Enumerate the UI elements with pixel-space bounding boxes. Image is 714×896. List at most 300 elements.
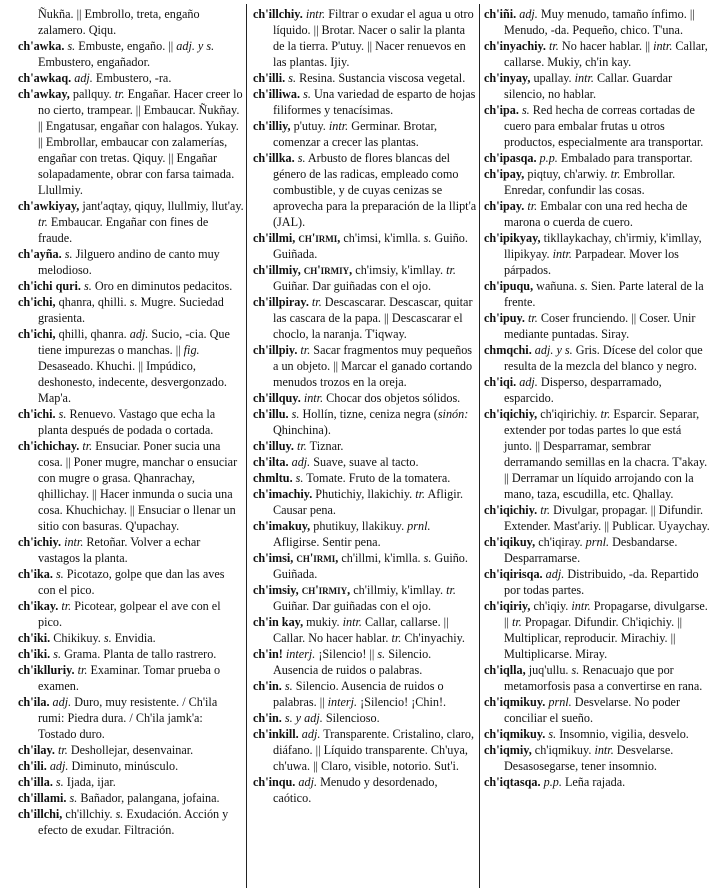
entry-text: ch'iqiy. [530,599,572,613]
entry-headword: ch'ipuy. [484,311,525,325]
entry-text: Desvelarse. Desasosegarse, tener insomnio. [504,743,674,773]
entry-headword: ch'in. [253,679,282,693]
entry-headword: ch'ichi. [18,407,56,421]
entry-headword: ch'ipasqa. [484,151,537,165]
entry-headword: ch'iqi. [484,375,517,389]
entry-grammar-label: prnl. [585,535,610,549]
dictionary-entry [484,278,710,310]
entry-text: Propagar. Difundir. Ch'iqichiy. || Multiplicar, reproducir. Mirachiy. || Multiplicarse. Miray. [504,615,683,661]
entry-grammar-label: s. [284,679,293,693]
entry-grammar-label: s. [53,647,62,661]
entry-text: Esparcir. Separar, extender por todas partes lo que está junto. || Desparramar, sembrar derramando semillas en la chacra. T'akay. || Derramar un líquido arrojando con la mano, taza, escudilla, etc. Qhallay. [504,407,708,501]
entry-text: Germinar. Brotar, comenzar a crecer las plantas. [273,119,438,149]
dictionary-entry [18,406,244,438]
dictionary-entry [253,118,477,150]
entry-headword: ch'imsiy, [253,583,299,597]
dictionary-entry [484,598,710,662]
entry-grammar-label: s. [288,71,297,85]
dictionary-entry [253,70,477,86]
entry-headword: ch'illpiray. [253,295,309,309]
entry-text: Qhinchina). [273,423,331,437]
entry-text: Jilguero andino de canto muy melodioso. [38,247,220,277]
entry-text: Desaseado. Khuchi. || Impúdico, deshonesto, indecente, desvergonzado. Map'a. [38,359,227,405]
entry-text: Tomate. Fruto de la tomatera. [303,471,451,485]
entry-headword: ch'irmiy, [301,583,351,597]
entry-grammar-label: intr. [64,535,84,549]
entry-headword: ch'in! [253,647,283,661]
entry-text: Tiznar. [306,439,344,453]
entry-headword: ch'awkay, [18,87,70,101]
dictionary-entry [18,326,244,406]
entry-grammar-label: s. [291,407,300,421]
entry-headword: ch'iki. [18,647,51,661]
entry-grammar-label: adj. [129,327,149,341]
dictionary-entry [484,534,710,566]
entry-grammar-label: p.p. [543,775,562,789]
entry-grammar-label: intr. [574,71,594,85]
entry-grammar-label: s. [55,775,64,789]
entry-text: Oro en diminutos pedacitos. [91,279,233,293]
entry-text: Coser frunciendo. || Coser. Unir mediante puntadas. Siray. [504,311,696,341]
dictionary-entry [484,310,710,342]
dictionary-entry [253,470,477,486]
entry-text: ch'illmi, k'imlla. [338,551,424,565]
entry-headword: ch'in kay, [253,615,304,629]
dictionary-entry [484,70,710,102]
entry-headword: ch'iqlla, [484,663,526,677]
entry-text: Renacuajo que por metamorfosis pasa a convertirse en rana. [504,663,703,693]
entry-headword: ch'irmi, [298,231,341,245]
entry-text: Distribuido, -da. Repartido por todas partes. [504,567,699,597]
entry-text: Embustero, -ra. [92,71,172,85]
dictionary-entry [18,806,244,838]
entry-text: qhanra, qhilli. [55,295,130,309]
entry-headword: ch'irmiy, [303,263,353,277]
entry-headword: ch'ika. [18,567,53,581]
entry-headword: ch'illi. [253,71,286,85]
entry-text: Hollín, tizne, ceniza negra ( [299,407,438,421]
entry-grammar-label: intr. [303,391,324,405]
entry-text: Filtrar o exudar el agua u otro líquido. || Brotar. Nacer o salir la planta de la tierra. P'utuy. || Nacer renuevos en las plantas. Ijiy. [273,7,474,69]
entry-grammar-label: s. [297,151,306,165]
entry-text: No hacer hablar. || [558,39,654,53]
entry-headword: ch'awka. [18,39,65,53]
column-1 [18,6,244,838]
dictionary-entry [253,86,477,118]
dictionary-entry [484,166,710,198]
entry-text: Guiñar. Dar guiñadas con el ojo. [273,279,432,293]
entry-text: Retoñar. Volver a echar vastagos la planta. [38,535,201,565]
entry-text: p'utuy. [290,119,329,133]
entry-grammar-label: tr. [38,215,48,229]
entry-text: Silencio. Ausencia de ruidos o palabras. || [273,679,444,709]
entry-text: Grama. Planta de tallo rastrero. [61,647,217,661]
entry-headword: ch'ikay. [18,599,59,613]
entry-grammar-label: tr. [300,343,311,357]
entry-text: Picotear, golpear el ave con el pico. [38,599,221,629]
dictionary-entry [253,406,477,438]
entry-headword: ch'ipay, [484,167,525,181]
entry-grammar-label: tr. [540,503,551,517]
entry-grammar-label: s. [84,279,92,293]
column-3 [484,6,710,790]
entry-text: phutikuy, llakikuy. [310,519,408,533]
entry-headword: ch'irmi, [296,551,339,565]
dictionary-entry [484,662,710,694]
entry-grammar-label: adj. [49,759,69,773]
entry-headword: ch'ipay. [484,199,525,213]
entry-headword: ch'inyachiy. [484,39,546,53]
entry-headword: ch'iqirisqa. [484,567,543,581]
entry-headword: ch'awkiyay, [18,199,80,213]
entry-headword: ch'ichi, [18,295,56,309]
entry-text: Engañar. Hacer creer lo no cierto, trampear. || Embaucar. Ñukñay. || Engatusar, engañar con halagos. Yukay. || Embrollar, embaucar con zalamerías, engañar con tretas. Qiquy. || Engañar solapadamente, obrar con farsa taimada. Llullmiy. [38,87,243,197]
entry-grammar-label: interj. [285,647,316,661]
entry-headword: ch'illpiy. [253,343,298,357]
entry-text: Divulgar, propagar. || Difundir. Extender. Mast'ariy. || Publicar. Uyaychay. [504,503,710,533]
dictionary-entry [484,774,710,790]
entry-grammar-label: prnl. [407,519,431,533]
dictionary-entry [484,342,710,374]
entry-text: Desbandarse. Desparramarse. [504,535,678,565]
entry-grammar-label: tr. [297,439,307,453]
entry-grammar-label: tr. [446,583,456,597]
entry-grammar-label: s. [377,647,386,661]
entry-text: Embrollar. Enredar, confundir las cosas. [504,167,676,197]
entry-text: ¡Silencio! ¡Chin!. [357,695,447,709]
dictionary-entry [484,6,710,38]
entry-grammar-label: s. [69,791,78,805]
entry-grammar-label: s. [521,103,530,117]
entry-text: Desvelarse. No poder conciliar el sueño. [504,695,681,725]
dictionary-entry [253,230,477,262]
entry-text: Embuste, engaño. || [75,39,177,53]
entry-headword: ch'iñi. [484,7,517,21]
entry-text: Embalado para transportar. [557,151,693,165]
dictionary-entry [484,38,710,70]
entry-headword: ch'illa. [18,775,53,789]
entry-headword: ch'illka. [253,151,295,165]
entry-text: Sien. Parte lateral de la frente. [504,279,704,309]
entry-grammar-label: intr. [653,39,673,53]
entry-text: tikllaykachay, ch'irmiy, k'imllay, llipikyay. [504,231,702,261]
entry-headword: ch'illiwa. [253,87,301,101]
entry-headword: ch'iqichiy, [484,407,538,421]
entry-grammar-label: intr. [571,599,591,613]
entry-headword: ch'illchi, [18,807,63,821]
dictionary-entry [18,790,244,806]
entry-grammar-label: prnl. [548,695,572,709]
entry-grammar-label: adj. [519,7,538,21]
dictionary-entry [253,294,477,342]
entry-grammar-label: s. [58,407,67,421]
entry-headword: ch'inkill. [253,727,299,741]
entry-headword: ch'ili. [18,759,47,773]
entry-text: upallay. [530,71,575,85]
entry-headword: ch'illquy. [253,391,301,405]
entry-text: Ijada, ijar. [63,775,116,789]
entry-grammar-label: s. [55,567,64,581]
dictionary-entry [18,246,244,278]
entry-grammar-label: sinón: [437,407,469,421]
entry-grammar-label: tr. [600,407,611,421]
entry-text: Disperso, desparramado, esparcido. [504,375,662,405]
entry-text: pallquy. [69,87,115,101]
entry-text: Muy menudo, tamaño ínfimo. || Menudo, -da. Pequeño, chico. T'una. [504,7,695,37]
entry-text: Deshollejar, desenvainar. [67,743,194,757]
entry-text: Silencioso. [322,711,380,725]
dictionary-entry [253,150,477,230]
entry-headword: ch'illmiy, [253,263,301,277]
entry-text: Afligir. Causar pena. [273,487,464,517]
entry-headword: ch'iklluriy. [18,663,75,677]
dictionary-entry [484,374,710,406]
entry-grammar-label: s. y adj. [284,711,323,725]
entry-text: ch'iqiray. [535,535,586,549]
dictionary-entry [253,726,477,774]
entry-headword: ch'iqiriy, [484,599,531,613]
entry-headword: ch'imakuy, [253,519,311,533]
entry-grammar-label: tr. [311,295,322,309]
dictionary-entry [18,86,244,198]
entry-grammar-label: adj. [52,695,72,709]
dictionary-entry [18,278,244,294]
entry-headword: ch'ichichay. [18,439,80,453]
dictionary-entry [484,102,710,150]
dictionary-entry [253,438,477,454]
entry-grammar-label: adj. [298,775,318,789]
dictionary-entry [18,70,244,86]
entry-headword: ch'illami. [18,791,67,805]
dictionary-entry [18,758,244,774]
entry-grammar-label: tr. [511,615,522,629]
entry-headword: ch'ichi quri. [18,279,81,293]
entry-headword: ch'ichi, [18,327,56,341]
dictionary-entry [18,694,244,742]
entry-headword: ch'iqmiy, [484,743,532,757]
entry-grammar-label: adj. y s. [534,343,573,357]
entry-text: ch'iqirichiy. [537,407,601,421]
entry-text: Envidia. [111,631,156,645]
dictionary-entry [18,294,244,326]
dictionary-entry [253,614,477,646]
entry-grammar-label: tr. [57,743,68,757]
entry-grammar-label: s. [64,247,73,261]
entry-grammar-label: s. [129,295,138,309]
entry-text: Guiño. Guiñada. [273,231,468,261]
entry-grammar-label: s. [295,471,304,485]
entry-text: Picotazo, golpe que dan las aves con el pico. [38,567,225,597]
entry-text: Propagarse, divulgarse. || [504,599,708,629]
column-divider-2 [479,4,480,888]
entry-headword: ch'illmi, [253,231,296,245]
entry-headword: ch'iki. [18,631,51,645]
dictionary-entry [484,742,710,774]
entry-text: ¡Silencio! || [315,647,378,661]
dictionary-entry [18,438,244,534]
entry-grammar-label: tr. [549,39,559,53]
entry-text: wañuna. [533,279,581,293]
dictionary-entry [253,390,477,406]
dictionary-entry [253,262,477,294]
entry-text: Embustero, engañador. [38,55,151,69]
dictionary-entry [484,230,710,278]
entry-headword: ch'inqu. [253,775,296,789]
entry-grammar-label: s. [67,39,76,53]
entry-headword: chmqchi. [484,343,532,357]
entry-grammar-label: s. [303,87,311,101]
entry-headword: ch'ipuqu, [484,279,534,293]
entry-headword: ch'illuy. [253,439,294,453]
entry-headword: ch'ipa. [484,103,519,117]
entry-text: piqtuy, ch'arwiy. [524,167,611,181]
entry-headword: ch'iqtasqa. [484,775,541,789]
dictionary-entry [484,198,710,230]
entry-text: Resina. Sustancia viscosa vegetal. [296,71,466,85]
dictionary-entry [484,150,710,166]
dictionary-entry [484,726,710,742]
entry-text: Parpadear. Mover los párpados. [504,247,679,277]
entry-text: Una variedad de esparto de hojas filiformes y tenacísimas. [273,87,476,117]
column-divider-1 [246,4,247,888]
dictionary-entry [18,774,244,790]
entry-headword: ch'ilay. [18,743,55,757]
entry-text: Leña rajada. [561,775,626,789]
entry-grammar-label: intr. [594,743,614,757]
entry-text: Embaucar. Engañar con fines de fraude. [38,215,209,245]
entry-text: Duro, muy resistente. / Ch'ila rumi: Piedra dura. / Ch'ila jamk'a: Tostado duro. [38,695,218,741]
entry-text: Ch'inyachiy. [401,631,465,645]
entry-grammar-label: intr. [328,119,349,133]
dictionary-entry [253,646,477,678]
dictionary-entry [18,198,244,246]
entry-grammar-label: tr. [527,199,538,213]
entry-grammar-label: s. [571,663,580,677]
dictionary-entry [253,710,477,726]
entry-headword: ch'illchiy. [253,7,303,21]
dictionary-entry [253,678,477,710]
entry-headword: ch'illu. [253,407,289,421]
entry-text: jant'aqtay, qiquy, llullmiy, llut'ay. [79,199,244,213]
entry-grammar-label: intr. [552,247,572,261]
entry-headword: ch'iqmikuy. [484,695,546,709]
entry-text: Embalar con una red hecha de marona o cuerda de cuero. [504,199,688,229]
dictionary-entry [18,6,244,38]
entry-headword: ch'illiy, [253,119,291,133]
entry-text: Diminuto, minúsculo. [68,759,179,773]
entry-headword: ch'awkaq. [18,71,72,85]
dictionary-entry [253,774,477,806]
entry-text: Callar. Guardar silencio, no hablar. [504,71,673,101]
entry-text: ch'iqmikuy. [531,743,595,757]
dictionary-entry [18,646,244,662]
entry-text: Exudación. Acción y efecto de exudar. Filtración. [38,807,229,837]
dictionary-entry [18,566,244,598]
entry-headword: ch'ilta. [253,455,289,469]
entry-text: juq'ullu. [525,663,572,677]
entry-text: Phutichiy, llakichiy. [312,487,416,501]
entry-grammar-label: tr. [114,87,125,101]
dictionary-entry [18,598,244,630]
entry-grammar-label: tr. [446,263,456,277]
entry-text: Examinar. Tomar prueba o examen. [38,663,221,693]
entry-grammar-label: tr. [391,631,402,645]
entry-text: Chocar dos objetos sólidos. [323,391,461,405]
entry-text: Bañador, palangana, jofaina. [77,791,220,805]
entry-text: Silencio. Ausencia de ruidos o palabras. [273,647,432,677]
dictionary-entry [18,742,244,758]
entry-grammar-label: tr. [61,599,72,613]
entry-headword: ch'inyay, [484,71,531,85]
entry-text: Suave, suave al tacto. [310,455,419,469]
entry-text: Sacar fragmentos muy pequeños a un objeto. || Marcar el ganado cortando menudos trozos en la oreja. [273,343,473,389]
entry-text: Renuevo. Vastago que echa la planta después de podada o cortada. [38,407,216,437]
entry-text: Afligirse. Sentir pena. [273,535,381,549]
dictionary-entry [18,630,244,646]
entry-text: Callar, callarse. Mukiy, ch'in kay. [504,39,708,69]
entry-grammar-label: adj. [291,455,311,469]
entry-grammar-label: adj. [519,375,538,389]
entry-grammar-label: s. [423,551,432,565]
entry-headword: ch'ayña. [18,247,62,261]
dictionary-entry [18,38,244,70]
entry-headword: chmltu. [253,471,293,485]
dictionary-entry [253,550,477,582]
entry-headword: ch'ichiy. [18,535,62,549]
dictionary-entry [253,342,477,390]
entry-grammar-label: fig. [183,343,200,357]
entry-text: Guiño. Guiñada. [273,551,468,581]
entry-text: Gris. Dícese del color que resulta de la mezcla del blanco y negro. [504,343,703,373]
entry-grammar-label: s. [103,631,112,645]
entry-grammar-label: adj. y s. [176,39,215,53]
entry-grammar-label: adj. [545,567,565,581]
entry-text: Transparente. Cristalino, claro, diáfano. || Líquido transparente. Ch'uya, ch'uwa. || Claro, visible, notorio. Sut'i. [273,727,475,773]
entry-grammar-label: tr. [610,167,621,181]
entry-grammar-label: interj. [327,695,358,709]
entry-text: Insomnio, vigilia, desvelo. [556,727,689,741]
entry-grammar-label: s. [580,279,588,293]
entry-text: Guiñar. Dar guiñadas con el ojo. [273,599,432,613]
entry-text: Red hecha de correas cortadas de cuero para embalar frutas u otros productos, especialmente ara transportar. [504,103,704,149]
entry-grammar-label: p.p. [539,151,558,165]
entry-text: Callar, callarse. || Callar. No hacer hablar. [273,615,449,645]
entry-text: qhilli, qhanra. [55,327,130,341]
entry-grammar-label: intr. [342,615,362,629]
entry-text: ch'illchiy. [62,807,116,821]
entry-headword: ch'iqikuy, [484,535,536,549]
entry-grammar-label: adj. [74,71,93,85]
dictionary-entry [253,486,477,518]
entry-headword: ch'in. [253,711,282,725]
entry-grammar-label: s. [115,807,124,821]
entry-headword: ch'ila. [18,695,50,709]
dictionary-entry [484,502,710,534]
entry-grammar-label: tr. [77,663,88,677]
entry-text: Descascarar. Descascar, quitar las cascara de la papa. || Descascarar el choclo, la naranja. T'iqway. [273,295,473,341]
entry-text: Arbusto de flores blancas del género de las radicas, empleado como combustible, y de cuyas cenizas se aprovecha para la preparación de la llipt'a (JAL). [273,151,477,229]
entry-headword: ch'iqmikuy. [484,727,546,741]
entry-headword: ch'ipikyay, [484,231,541,245]
dictionary-entry [484,694,710,726]
entry-text: Ñukña. || Embrollo, treta, engaño zalamero. Qiqu. [38,7,200,37]
entry-grammar-label: s. [423,231,432,245]
entry-text: Mugre. Suciedad grasienta. [38,295,224,325]
entry-headword: ch'imachiy. [253,487,313,501]
dictionary-entry [484,406,710,502]
dictionary-entry [484,566,710,598]
entry-grammar-label: tr. [415,487,426,501]
